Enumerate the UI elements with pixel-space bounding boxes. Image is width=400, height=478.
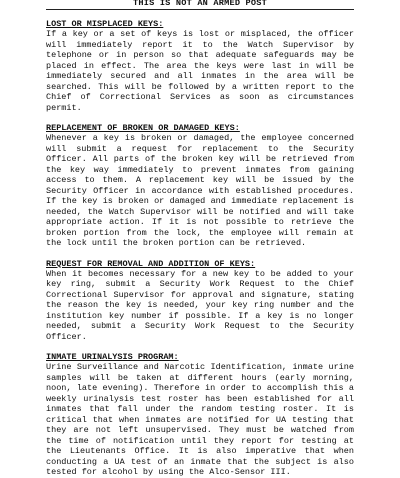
section-body: When it becomes necessary for a new key to be added to your key ring, submit a Security Work Request to the Chief Correctional Supervisor for approval and signature, stating the reason the key is needed, your key ring number and the institution key number if possible. If a key is no longer needed, submit a Security Work Request to the Security Officer. — [46, 268, 354, 342]
section-body: Whenever a key is broken or damaged, the employee concerned will submit a request for replacement to the Security Officer. All parts of the broken key will be retrieved from the key way immediately to prevent inmates from gaining access to them. A replacement key will be issued by the Security Officer in accordance with established procedures. If the key is broken or damaged and immediate replacement is needed, the Watch Supervisor will be notified and will take appropriate action. If it is not possible to retrieve the broken portion from the lock, the employee will remain at the lock until the broken portion can be retrieved. — [46, 133, 354, 248]
banner-rule — [46, 9, 354, 10]
section-broken-keys — [46, 123, 354, 249]
section-heading: INMATE URINALYSIS PROGRAM: — [46, 352, 179, 362]
section-body: If a key or a set of keys is lost or misplaced, the officer will immediately report it to the Watch Supervisor by telephone or in person so that adequate safeguards may be placed in effect. The area the keys were last in will be immediately secured and all inmates in the area will be searched. This will be followed by a written report to the Chief of Correctional Services as soon as circumstances permit. — [46, 29, 354, 113]
section-lost-keys — [46, 19, 354, 113]
section-heading: REPLACEMENT OF BROKEN OR DAMAGED KEYS: — [46, 123, 240, 133]
section-urinalysis — [46, 352, 354, 478]
post-banner: THIS IS NOT AN ARMED POST — [133, 0, 267, 8]
section-heading: LOST OR MISPLACED KEYS: — [46, 19, 164, 29]
section-key-requests — [46, 259, 354, 343]
section-heading: REQUEST FOR REMOVAL AND ADDITION OF KEYS: — [46, 258, 256, 269]
section-body: Urine Surveillance and Narcotic Identification, inmate urine samples will be taken at different hours (early morning, noon, late evening). Therefore in order to accomplish this a weekly urinalysis test roster has been established for all inmates that fall under the random testing roster. It is critical that when inmates are notified for UA testing that they are not left unsupervised. They must be watched from the time of notification until they report for testing at the Lieutenants Office. It is also imperative that when conducting a UA test of an inmate that the subject is also tested for alcohol by using the Alco-Sensor III. — [46, 362, 354, 477]
